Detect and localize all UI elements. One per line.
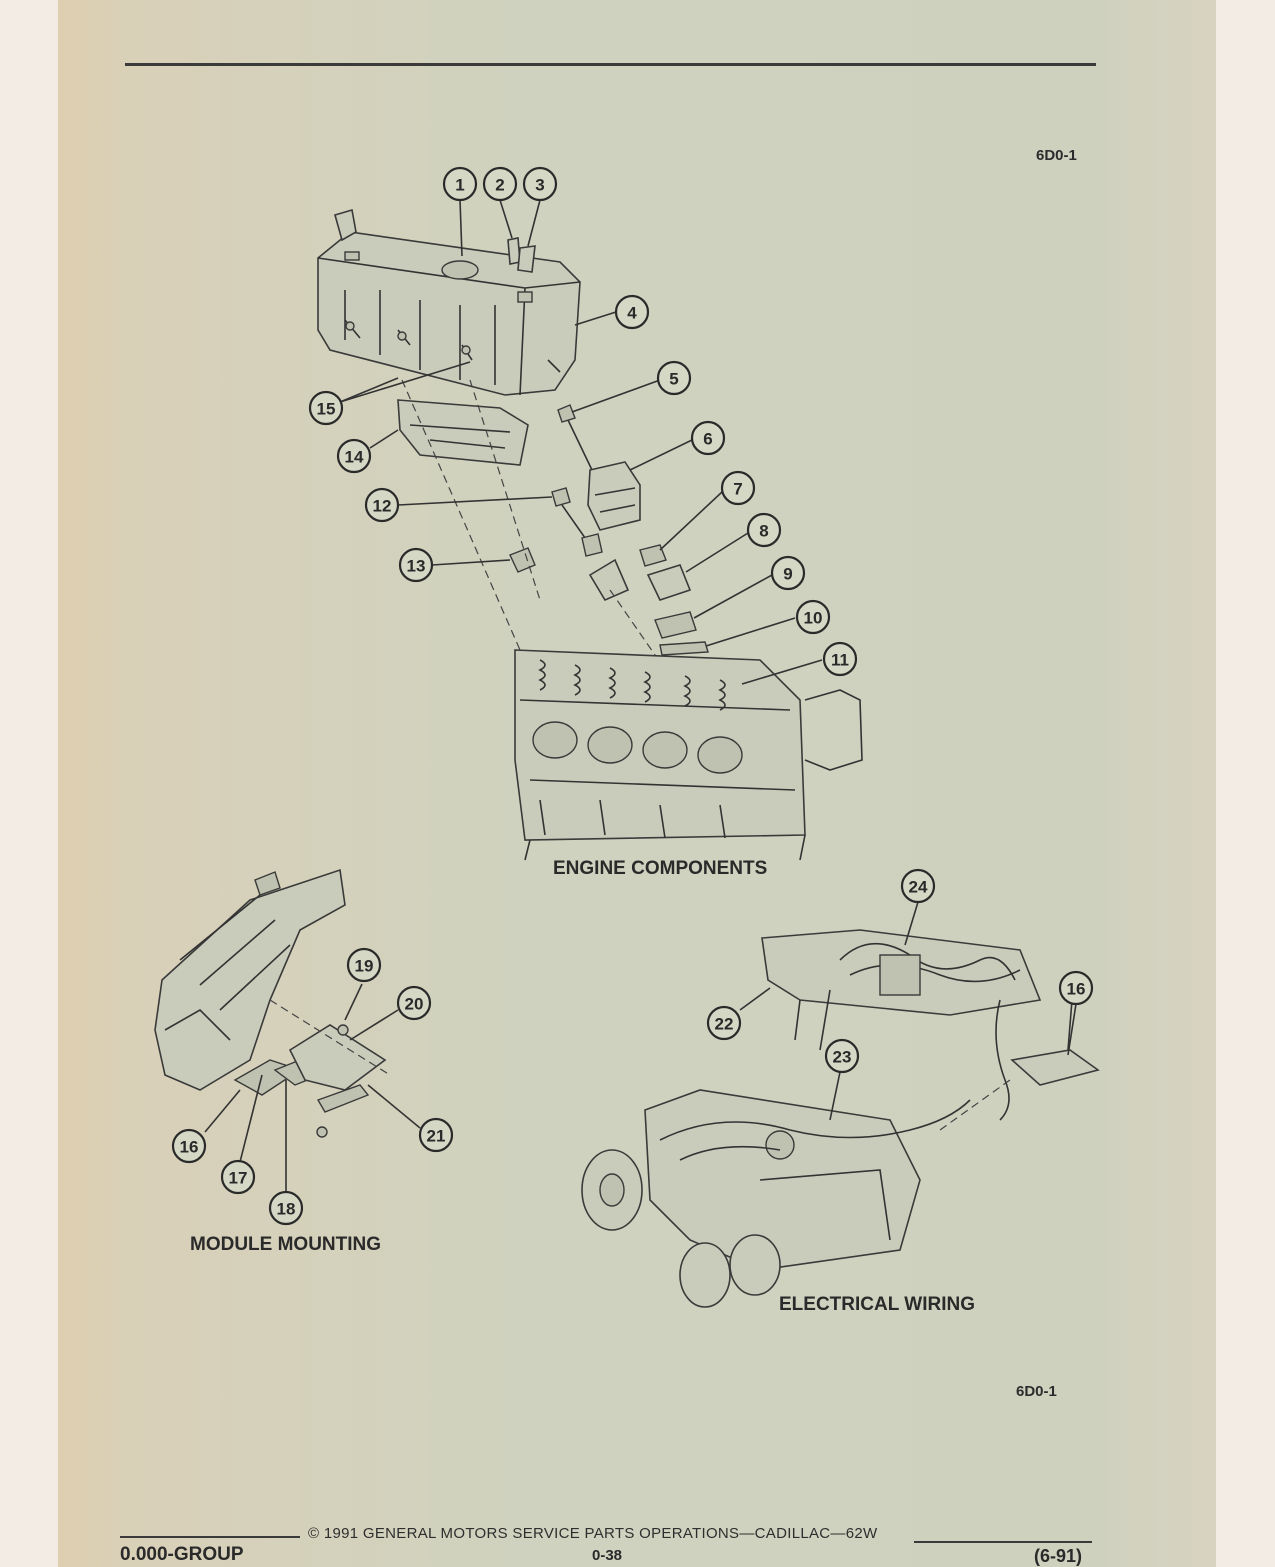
callout-16-module xyxy=(173,1130,205,1162)
svg-text:13: 13 xyxy=(406,556,426,576)
callout-8 xyxy=(748,514,780,546)
svg-text:6: 6 xyxy=(703,429,713,449)
callout-9 xyxy=(772,557,804,589)
svg-text:1: 1 xyxy=(455,175,465,195)
electrical-wiring-diagram xyxy=(582,902,1098,1307)
callout-18 xyxy=(270,1192,302,1224)
callout-7 xyxy=(722,472,754,504)
callout-17 xyxy=(222,1161,254,1193)
callout-19 xyxy=(348,949,380,981)
svg-text:9: 9 xyxy=(783,564,793,584)
callout-6 xyxy=(692,422,724,454)
reference-code-bottom: 6D0-1 xyxy=(1016,1383,1057,1400)
callout-23 xyxy=(826,1040,858,1072)
callout-14 xyxy=(338,440,370,472)
callout-2 xyxy=(484,168,516,200)
svg-text:12: 12 xyxy=(372,496,392,516)
caption-module-mounting: MODULE MOUNTING xyxy=(190,1234,382,1255)
footer-page-number: 0-38 xyxy=(592,1547,623,1564)
svg-text:20: 20 xyxy=(404,994,424,1014)
callout-15 xyxy=(310,392,342,424)
footer-group: 0.000-GROUP xyxy=(120,1544,244,1565)
callout-24 xyxy=(902,870,934,902)
callout-12 xyxy=(366,489,398,521)
svg-text:24: 24 xyxy=(908,877,928,897)
footer-copyright: © 1991 GENERAL MOTORS SERVICE PARTS OPERATIONS—CADILLAC—62W xyxy=(308,1525,878,1542)
svg-text:3: 3 xyxy=(535,175,545,195)
svg-text:15: 15 xyxy=(316,399,336,419)
svg-text:7: 7 xyxy=(733,479,743,499)
svg-text:4: 4 xyxy=(627,303,637,323)
callout-21 xyxy=(420,1119,452,1151)
svg-text:16: 16 xyxy=(179,1137,199,1157)
callout-3 xyxy=(524,168,556,200)
svg-text:21: 21 xyxy=(426,1126,446,1146)
reference-code-top: 6D0-1 xyxy=(1036,147,1077,164)
svg-text:16: 16 xyxy=(1066,979,1086,999)
svg-text:14: 14 xyxy=(344,447,364,467)
callout-22 xyxy=(708,1007,740,1039)
caption-engine-components: ENGINE COMPONENTS xyxy=(553,858,768,879)
caption-electrical-wiring: ELECTRICAL WIRING xyxy=(779,1294,975,1315)
callout-20 xyxy=(398,987,430,1019)
svg-text:5: 5 xyxy=(669,369,679,389)
callout-10 xyxy=(797,601,829,633)
callout-13 xyxy=(400,549,432,581)
svg-text:11: 11 xyxy=(831,650,849,670)
svg-text:18: 18 xyxy=(276,1199,296,1219)
svg-text:23: 23 xyxy=(832,1047,852,1067)
callout-4 xyxy=(616,296,648,328)
footer-date: (6-91) xyxy=(1034,1546,1083,1566)
svg-text:8: 8 xyxy=(759,521,769,541)
svg-text:10: 10 xyxy=(803,608,823,628)
callout-11 xyxy=(824,643,856,675)
svg-text:2: 2 xyxy=(495,175,505,195)
svg-text:19: 19 xyxy=(354,956,374,976)
callout-1 xyxy=(444,168,476,200)
callout-5 xyxy=(658,362,690,394)
callout-16-wiring xyxy=(1060,972,1092,1004)
svg-text:22: 22 xyxy=(714,1014,734,1034)
svg-text:17: 17 xyxy=(228,1168,248,1188)
